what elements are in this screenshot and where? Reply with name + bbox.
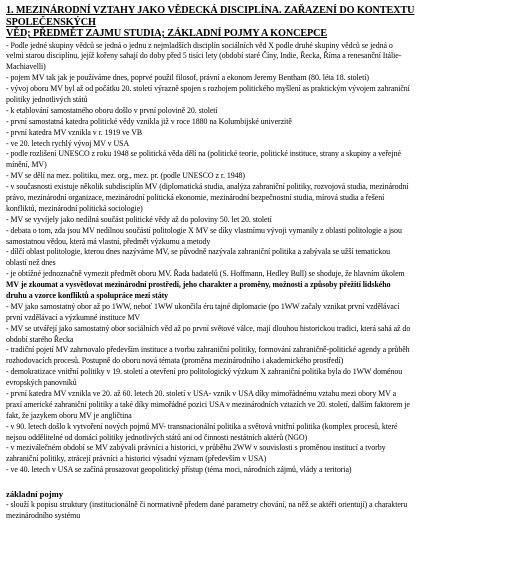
text-line: - k etablování samostatného oboru došlo v první polovině 20. století bbox=[6, 105, 218, 115]
text-line: MV je zkoumat a vysvětlovat mezinárodní prostředí, jeho charakter a proměny, možnosti a způsoby přežití lidského bbox=[6, 280, 391, 290]
section-heading: základní pojmy bbox=[6, 489, 64, 500]
text-line: nejsou oddělitelné od domácí politiky jednotlivých států ani od činnosti nestátních aktérů (NGO) bbox=[6, 432, 308, 442]
body-text bbox=[6, 41, 504, 477]
text-line: konfliktů, mezinárodní politická sociologie) bbox=[6, 203, 143, 213]
text-line: - je obtížné jednoznačně vymezit předmět oboru MV. Řada badatelů (S. Hoffmann, Hedley Bull) se shoduje, že hlavním úkolem bbox=[6, 269, 405, 279]
text-line: - MV se vyvíjely jako nedílná součást politické vědy až do poloviny 50. let 20. století bbox=[6, 214, 272, 224]
text-line: druhu a vzorce konfliktů a spolupráce mezi státy bbox=[6, 290, 169, 300]
text-line: velmi starou disciplínu, jejíž kořeny sahají do doby před 5 tisíci lety (období staré Číny, Indie, Řecka, Říma a renesanční Itálie- bbox=[6, 51, 402, 61]
text-line: politiky jednotlivých států bbox=[6, 94, 88, 104]
text-line: - první samostatná katedra politické vědy vznikla již v roce 1880 na Kolumbijské univerzitě bbox=[6, 116, 292, 126]
text-line: - MV se dělí na mez. politiku, mez. org., mez. pr. (podle UNESCO z r. 1948) bbox=[6, 171, 245, 181]
text-line: praxí americké zahraniční politiky a také díky mimořádné pozici USA v mezinárodních vztazích ve 20. století, dalším faktorem je bbox=[6, 399, 410, 409]
text-line: oblastí než dnes bbox=[6, 258, 56, 268]
text-line: - v současnosti existuje několik subdisciplín MV (diplomatická studia, analýza zahraniční politiky, rozvojová studia, mezinárodní bbox=[6, 182, 409, 192]
text-line: - v 90. letech došlo k vytvoření nových pojmů MV- transnacionální politika a světová vnitřní politika (komplex procesů, které bbox=[6, 421, 398, 431]
text-line: právo, mezinárodní organizace, mezinárodní politická ekonomie, mezinárodní bezpečnostní studia, mírová studia a řešení bbox=[6, 192, 385, 202]
text-line: zahraniční politiky, ztrácejí právníci a historici výsadní význam (především v USA) bbox=[6, 454, 267, 464]
text-line: fakt, že jazykem oboru MV je angličtina bbox=[6, 410, 132, 420]
text-line: - v meziválečném období se MV zabývali právníci a historici, v průběhu 2WW v souvislosti s proměnou institucí a tvorby bbox=[6, 443, 386, 453]
text-line: období starého Řecka bbox=[6, 334, 74, 344]
text-line: - MV se utvářejí jako samostatný obor sociálních věd až po první světové válce, mají dlouhou historickou tradici, která sahá až do bbox=[6, 323, 411, 333]
text-line: - ve 20. letech rychlý vývoj MV v USA bbox=[6, 138, 130, 148]
text-line: - ve 40. letech v USA se začíná prosazovat geopolitický přístup (téma moci, národních zájmů, vlády a teritoria) bbox=[6, 465, 352, 475]
text-line: - vývoj oboru MV byl až od počátku 20. století výrazně spojen s rozbojem politického myšlení as praktickým vývojem zahraniční bbox=[6, 84, 410, 94]
text-line: mezinárodního systému bbox=[6, 511, 81, 521]
text-line: - MV jako samostatný obor až po 1WW, neboť 1WW ukončila éru tajné diplomacie (po 1WW začaly vznikat první vzdělávací bbox=[6, 301, 400, 311]
text-line: samostatnou vědou, která má vlastní, předmět výzkumu a metody bbox=[6, 236, 211, 246]
text-line: - slouží k popisu struktury (institucionálně či normativně předem dané parametry chování, na něž se aktéři orientují) a charakteru bbox=[6, 500, 408, 510]
text-line: - první katedra MV vznikla v r. 1919 ve VB bbox=[6, 127, 143, 137]
text-line: - pojem MV tak jak je používáme dnes, poprvé použil filosof, právní a ekonom Jeremy Bentham (80. léta 18. století) bbox=[6, 73, 369, 83]
section-gap bbox=[6, 476, 504, 488]
text-line: - debata o tom, zda jsou MV nedílnou součástí politologie X MV se díky vlastnímu vývoji vymanily z oblasti politologie a jsou bbox=[6, 225, 402, 235]
text-line: evropských panovníků bbox=[6, 378, 77, 388]
text-line: Machiavelli) bbox=[6, 62, 46, 72]
text-line: - tradiční pojetí MV zahrnovalo především instituce a tvorbu zahraniční politiky, formování zahraničně-politické agendy a průběh bbox=[6, 345, 410, 355]
text-line: - dílčí oblast politologie, kterou dnes nazýváme MV, se původně nazývala zahraniční politika a zabývala se užší tematickou bbox=[6, 247, 391, 257]
text-line: - Podle jedné skupiny vědců se jedná o jednu z nejmladších disciplín sociálních věd X podle druhé skupiny vědců se jedná o bbox=[6, 40, 393, 50]
document-page bbox=[6, 5, 504, 522]
text-line: rozhodovacích procesů. Postupně do oboru nová témata (proměna mezinárodního i akademického prostředí) bbox=[6, 356, 344, 366]
text-line: - první katedra MV vznikla ve 20. až 60. letech 20. století v USA- vznik v USA díky mimořádnému vztahu mezi obory MV a bbox=[6, 389, 397, 398]
text-line: první vzdělávací a výzkumné instituce MV bbox=[6, 312, 141, 322]
document-title bbox=[6, 5, 504, 40]
text-line: - demokratizace vnitřní politiky v 19. století a otevření pro politologický výzkum X zahraniční politika byla do 1WW doménou bbox=[6, 367, 403, 377]
text-line: - podle rozlišení UNESCO z roku 1948 se politická věda dělí na (politické teorie, politické instituce, strany a skupiny a veřejné bbox=[6, 149, 401, 159]
title-line: VĚD; PŘEDMĚT ZAJMU STUDIA; ZÁKLADNÍ POJMY A KONCEPCE bbox=[6, 28, 328, 39]
text-line: mínění, MV) bbox=[6, 160, 47, 170]
title-line: 1. MEZINÁRODNÍ VZTAHY JAKO VĚDECKÁ DISCIPLÍNA. ZAŘAZENÍ DO KONTEXTU SPOLEČENSKÝCH bbox=[6, 5, 415, 28]
section-text bbox=[6, 500, 504, 522]
